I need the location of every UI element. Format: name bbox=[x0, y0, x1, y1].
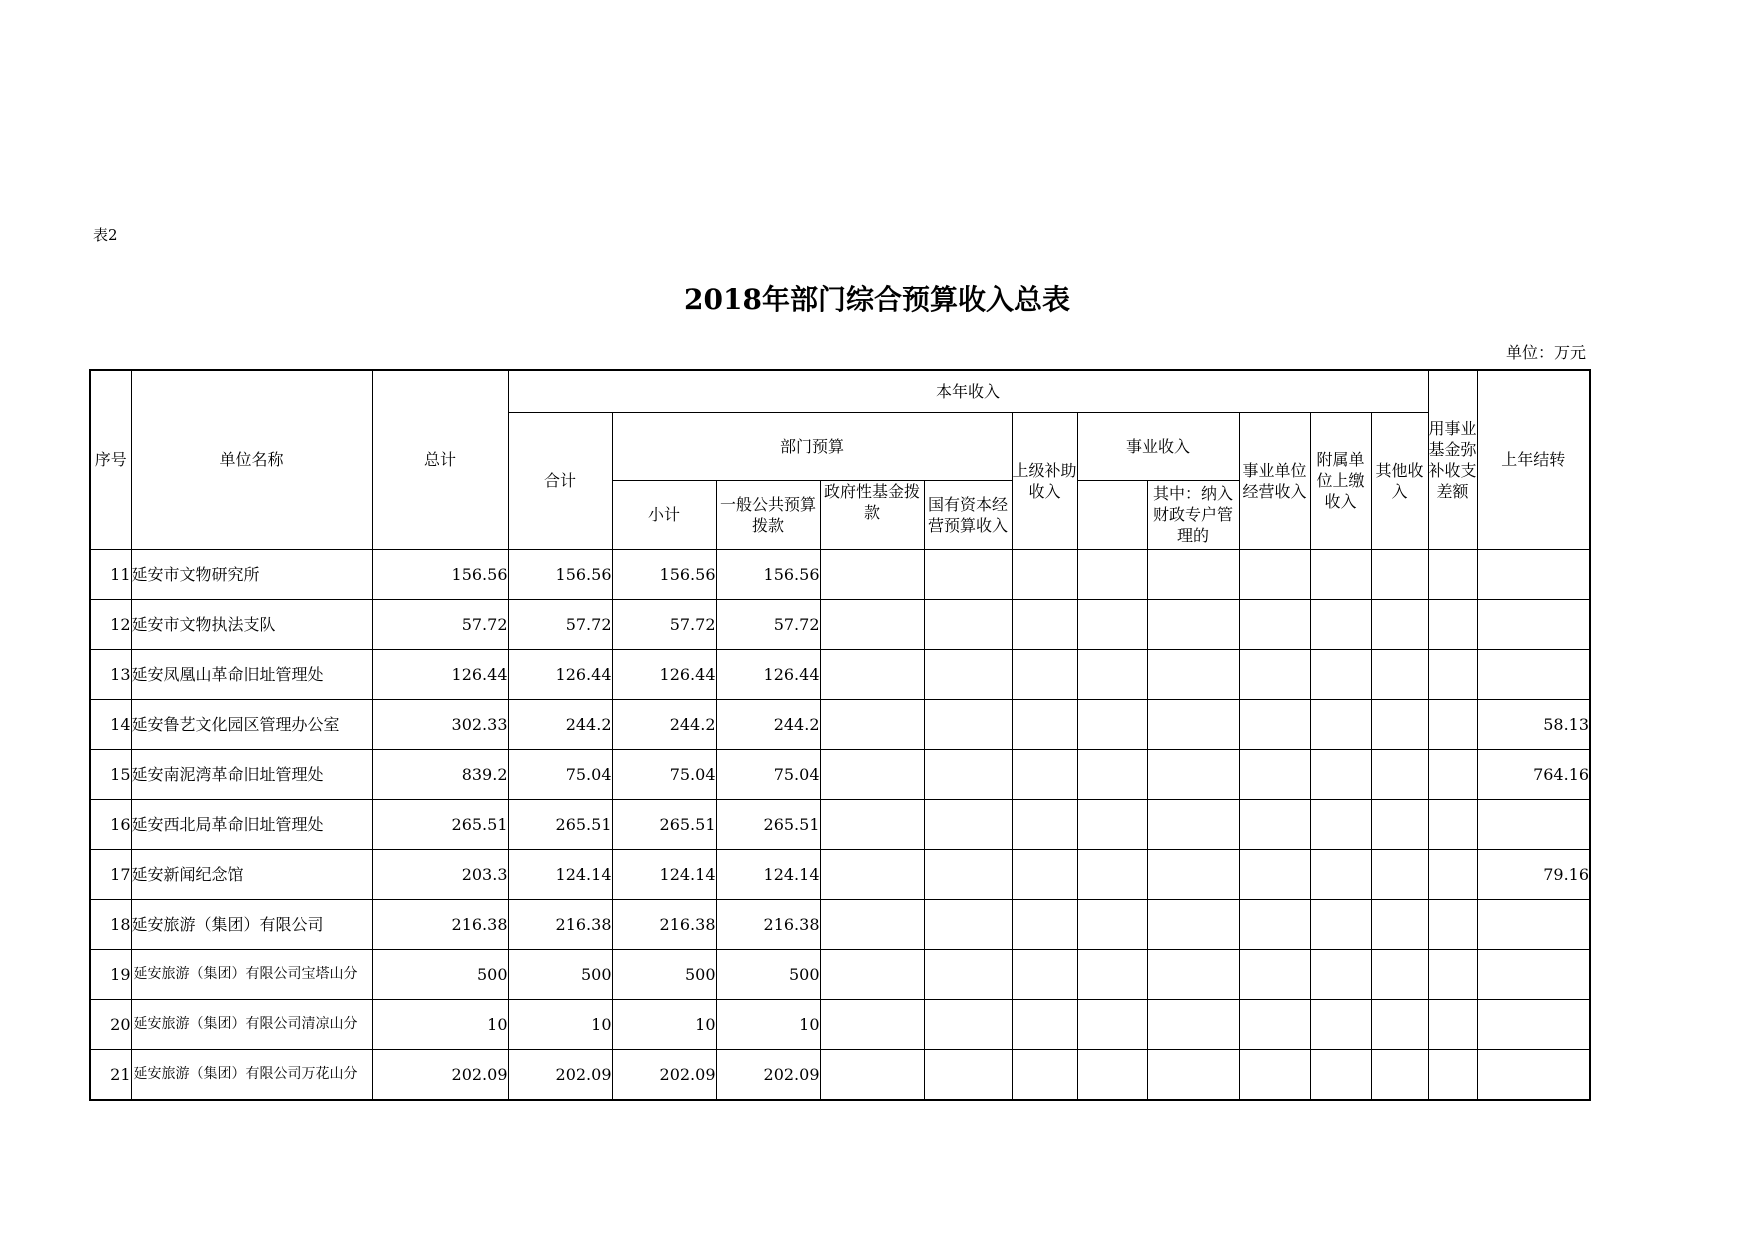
row-sum: 124.14 bbox=[508, 849, 612, 899]
row-subtotal: 126.44 bbox=[612, 649, 716, 699]
table-row bbox=[90, 649, 1590, 699]
row-business-special bbox=[1147, 1049, 1239, 1100]
row-affiliated bbox=[1310, 1049, 1371, 1100]
row-upper-subsidy bbox=[1012, 549, 1077, 599]
row-unit-name: 延安西北局革命旧址管理处 bbox=[131, 799, 372, 849]
row-unit-name: 延安旅游（集团）有限公司万花山分 bbox=[131, 1049, 372, 1100]
header-total: 总计 bbox=[372, 370, 508, 549]
row-total: 500 bbox=[372, 949, 508, 999]
row-gov-fund bbox=[820, 599, 924, 649]
row-subtotal: 75.04 bbox=[612, 749, 716, 799]
row-seq: 12 bbox=[90, 599, 131, 649]
row-other bbox=[1371, 849, 1428, 899]
row-sum: 126.44 bbox=[508, 649, 612, 699]
row-seq: 19 bbox=[90, 949, 131, 999]
row-last-year bbox=[1477, 899, 1590, 949]
row-sum: 244.2 bbox=[508, 699, 612, 749]
row-upper-subsidy bbox=[1012, 949, 1077, 999]
row-fund-offset bbox=[1428, 649, 1477, 699]
row-fund-offset bbox=[1428, 549, 1477, 599]
page-title: 2018年部门综合预算收入总表 bbox=[684, 283, 1070, 316]
row-subtotal: 10 bbox=[612, 999, 716, 1049]
row-subtotal: 202.09 bbox=[612, 1049, 716, 1100]
row-unit-name: 延安旅游（集团）有限公司宝塔山分 bbox=[131, 949, 372, 999]
row-other bbox=[1371, 549, 1428, 599]
table-row bbox=[90, 999, 1590, 1049]
row-business-operating bbox=[1239, 699, 1310, 749]
header-business-operating: 事业单位经营收入 bbox=[1239, 412, 1310, 549]
row-other bbox=[1371, 1049, 1428, 1100]
row-total: 302.33 bbox=[372, 699, 508, 749]
row-total: 156.56 bbox=[372, 549, 508, 599]
row-total: 202.09 bbox=[372, 1049, 508, 1100]
header-fund-offset: 用事业基金弥补收支差额 bbox=[1428, 370, 1477, 549]
row-business-income bbox=[1077, 1049, 1147, 1100]
row-fund-offset bbox=[1428, 799, 1477, 849]
row-unit-name: 延安南泥湾革命旧址管理处 bbox=[131, 749, 372, 799]
row-business-income bbox=[1077, 799, 1147, 849]
row-last-year bbox=[1477, 799, 1590, 849]
row-last-year: 764.16 bbox=[1477, 749, 1590, 799]
header-state-capital: 国有资本经营预算收入 bbox=[924, 480, 1012, 549]
row-other bbox=[1371, 899, 1428, 949]
row-business-special bbox=[1147, 899, 1239, 949]
row-upper-subsidy bbox=[1012, 799, 1077, 849]
row-subtotal: 244.2 bbox=[612, 699, 716, 749]
row-other bbox=[1371, 749, 1428, 799]
row-upper-subsidy bbox=[1012, 1049, 1077, 1100]
row-sum: 265.51 bbox=[508, 799, 612, 849]
row-business-income bbox=[1077, 699, 1147, 749]
table-row bbox=[90, 549, 1590, 599]
row-unit-name: 延安市文物执法支队 bbox=[131, 599, 372, 649]
row-business-special bbox=[1147, 549, 1239, 599]
row-upper-subsidy bbox=[1012, 899, 1077, 949]
row-general-public: 216.38 bbox=[716, 899, 820, 949]
header-current-income: 本年收入 bbox=[508, 370, 1428, 412]
row-state-capital bbox=[924, 849, 1012, 899]
row-upper-subsidy bbox=[1012, 649, 1077, 699]
row-seq: 16 bbox=[90, 799, 131, 849]
row-subtotal: 216.38 bbox=[612, 899, 716, 949]
row-sum: 57.72 bbox=[508, 599, 612, 649]
row-business-special bbox=[1147, 749, 1239, 799]
row-subtotal: 124.14 bbox=[612, 849, 716, 899]
row-state-capital bbox=[924, 649, 1012, 699]
row-sum: 216.38 bbox=[508, 899, 612, 949]
row-gov-fund bbox=[820, 949, 924, 999]
row-general-public: 10 bbox=[716, 999, 820, 1049]
row-business-operating bbox=[1239, 949, 1310, 999]
row-business-income bbox=[1077, 549, 1147, 599]
row-business-operating bbox=[1239, 999, 1310, 1049]
row-business-income bbox=[1077, 999, 1147, 1049]
row-affiliated bbox=[1310, 799, 1371, 849]
row-business-operating bbox=[1239, 899, 1310, 949]
row-last-year bbox=[1477, 549, 1590, 599]
row-fund-offset bbox=[1428, 599, 1477, 649]
row-sum: 500 bbox=[508, 949, 612, 999]
header-subtotal: 小计 bbox=[612, 480, 716, 549]
row-business-income bbox=[1077, 899, 1147, 949]
row-affiliated bbox=[1310, 599, 1371, 649]
header-general-public: 一般公共预算拨款 bbox=[716, 480, 820, 549]
row-subtotal: 265.51 bbox=[612, 799, 716, 849]
row-last-year bbox=[1477, 999, 1590, 1049]
header-sum: 合计 bbox=[508, 412, 612, 549]
budget-table bbox=[89, 369, 1591, 1101]
row-unit-name: 延安市文物研究所 bbox=[131, 549, 372, 599]
row-business-income bbox=[1077, 749, 1147, 799]
row-last-year: 79.16 bbox=[1477, 849, 1590, 899]
row-business-operating bbox=[1239, 749, 1310, 799]
table-row bbox=[90, 899, 1590, 949]
row-business-income bbox=[1077, 599, 1147, 649]
row-business-special bbox=[1147, 799, 1239, 849]
row-business-operating bbox=[1239, 1049, 1310, 1100]
row-affiliated bbox=[1310, 999, 1371, 1049]
row-general-public: 57.72 bbox=[716, 599, 820, 649]
row-state-capital bbox=[924, 699, 1012, 749]
row-seq: 14 bbox=[90, 699, 131, 749]
row-fund-offset bbox=[1428, 699, 1477, 749]
row-general-public: 202.09 bbox=[716, 1049, 820, 1100]
row-business-special bbox=[1147, 699, 1239, 749]
row-other bbox=[1371, 649, 1428, 699]
row-general-public: 126.44 bbox=[716, 649, 820, 699]
row-other bbox=[1371, 999, 1428, 1049]
row-subtotal: 500 bbox=[612, 949, 716, 999]
row-seq: 18 bbox=[90, 899, 131, 949]
row-other bbox=[1371, 949, 1428, 999]
row-business-special bbox=[1147, 949, 1239, 999]
row-state-capital bbox=[924, 799, 1012, 849]
row-state-capital bbox=[924, 549, 1012, 599]
row-business-income bbox=[1077, 949, 1147, 999]
row-gov-fund bbox=[820, 549, 924, 599]
row-total: 10 bbox=[372, 999, 508, 1049]
row-gov-fund bbox=[820, 899, 924, 949]
row-business-income bbox=[1077, 649, 1147, 699]
row-seq: 13 bbox=[90, 649, 131, 699]
row-fund-offset bbox=[1428, 999, 1477, 1049]
row-fund-offset bbox=[1428, 1049, 1477, 1100]
row-state-capital bbox=[924, 999, 1012, 1049]
row-general-public: 265.51 bbox=[716, 799, 820, 849]
row-affiliated bbox=[1310, 749, 1371, 799]
table-row bbox=[90, 599, 1590, 649]
row-total: 839.2 bbox=[372, 749, 508, 799]
row-total: 57.72 bbox=[372, 599, 508, 649]
row-upper-subsidy bbox=[1012, 999, 1077, 1049]
row-state-capital bbox=[924, 599, 1012, 649]
row-general-public: 156.56 bbox=[716, 549, 820, 599]
header-other: 其他收入 bbox=[1371, 412, 1428, 549]
row-seq: 21 bbox=[90, 1049, 131, 1100]
row-general-public: 124.14 bbox=[716, 849, 820, 899]
row-business-operating bbox=[1239, 549, 1310, 599]
row-unit-name: 延安旅游（集团）有限公司 bbox=[131, 899, 372, 949]
table-row bbox=[90, 799, 1590, 849]
row-business-operating bbox=[1239, 649, 1310, 699]
table-row bbox=[90, 949, 1590, 999]
unit-label: 单位：万元 bbox=[1505, 343, 1586, 362]
row-gov-fund bbox=[820, 649, 924, 699]
row-seq: 11 bbox=[90, 549, 131, 599]
row-sum: 202.09 bbox=[508, 1049, 612, 1100]
row-business-special bbox=[1147, 599, 1239, 649]
row-general-public: 500 bbox=[716, 949, 820, 999]
row-other bbox=[1371, 799, 1428, 849]
row-seq: 15 bbox=[90, 749, 131, 799]
header-upper-subsidy: 上级补助收入 bbox=[1012, 412, 1077, 549]
row-unit-name: 延安凤凰山革命旧址管理处 bbox=[131, 649, 372, 699]
row-business-special bbox=[1147, 649, 1239, 699]
row-gov-fund bbox=[820, 849, 924, 899]
row-seq: 17 bbox=[90, 849, 131, 899]
row-affiliated bbox=[1310, 949, 1371, 999]
table-row bbox=[90, 749, 1590, 799]
table-row bbox=[90, 699, 1590, 749]
row-affiliated bbox=[1310, 649, 1371, 699]
row-affiliated bbox=[1310, 699, 1371, 749]
table-row bbox=[90, 849, 1590, 899]
header-business-special: 其中：纳入财政专户管理的 bbox=[1147, 480, 1239, 549]
row-general-public: 75.04 bbox=[716, 749, 820, 799]
row-seq: 20 bbox=[90, 999, 131, 1049]
row-general-public: 244.2 bbox=[716, 699, 820, 749]
row-gov-fund bbox=[820, 999, 924, 1049]
row-last-year bbox=[1477, 1049, 1590, 1100]
row-gov-fund bbox=[820, 699, 924, 749]
row-last-year bbox=[1477, 949, 1590, 999]
row-upper-subsidy bbox=[1012, 599, 1077, 649]
row-other bbox=[1371, 699, 1428, 749]
row-gov-fund bbox=[820, 749, 924, 799]
row-business-income bbox=[1077, 849, 1147, 899]
row-business-operating bbox=[1239, 849, 1310, 899]
row-affiliated bbox=[1310, 849, 1371, 899]
row-business-operating bbox=[1239, 799, 1310, 849]
table-row bbox=[90, 1049, 1590, 1100]
row-unit-name: 延安新闻纪念馆 bbox=[131, 849, 372, 899]
row-upper-subsidy bbox=[1012, 849, 1077, 899]
row-sum: 75.04 bbox=[508, 749, 612, 799]
row-unit-name: 延安鲁艺文化园区管理办公室 bbox=[131, 699, 372, 749]
row-last-year: 58.13 bbox=[1477, 699, 1590, 749]
row-state-capital bbox=[924, 899, 1012, 949]
row-sum: 10 bbox=[508, 999, 612, 1049]
row-business-operating bbox=[1239, 599, 1310, 649]
row-gov-fund bbox=[820, 1049, 924, 1100]
row-fund-offset bbox=[1428, 949, 1477, 999]
row-last-year bbox=[1477, 599, 1590, 649]
row-state-capital bbox=[924, 1049, 1012, 1100]
row-upper-subsidy bbox=[1012, 749, 1077, 799]
header-seq: 序号 bbox=[90, 370, 131, 549]
row-total: 126.44 bbox=[372, 649, 508, 699]
row-upper-subsidy bbox=[1012, 699, 1077, 749]
row-other bbox=[1371, 599, 1428, 649]
row-last-year bbox=[1477, 649, 1590, 699]
row-total: 203.3 bbox=[372, 849, 508, 899]
header-last-year: 上年结转 bbox=[1477, 370, 1590, 549]
header-business-blank bbox=[1077, 480, 1147, 549]
header-affiliated: 附属单位上缴收入 bbox=[1310, 412, 1371, 549]
row-state-capital bbox=[924, 949, 1012, 999]
row-state-capital bbox=[924, 749, 1012, 799]
row-fund-offset bbox=[1428, 749, 1477, 799]
row-gov-fund bbox=[820, 799, 924, 849]
row-business-special bbox=[1147, 849, 1239, 899]
row-affiliated bbox=[1310, 899, 1371, 949]
header-gov-fund: 政府性基金拨款 bbox=[820, 480, 924, 549]
header-unit-name: 单位名称 bbox=[131, 370, 372, 549]
row-subtotal: 57.72 bbox=[612, 599, 716, 649]
row-business-special bbox=[1147, 999, 1239, 1049]
row-fund-offset bbox=[1428, 849, 1477, 899]
row-sum: 156.56 bbox=[508, 549, 612, 599]
row-total: 216.38 bbox=[372, 899, 508, 949]
header-business-income: 事业收入 bbox=[1077, 412, 1239, 480]
row-affiliated bbox=[1310, 549, 1371, 599]
sheet-label: 表2 bbox=[93, 226, 118, 244]
row-total: 265.51 bbox=[372, 799, 508, 849]
row-unit-name: 延安旅游（集团）有限公司清凉山分 bbox=[131, 999, 372, 1049]
row-fund-offset bbox=[1428, 899, 1477, 949]
header-dept-budget: 部门预算 bbox=[612, 412, 1012, 480]
row-subtotal: 156.56 bbox=[612, 549, 716, 599]
